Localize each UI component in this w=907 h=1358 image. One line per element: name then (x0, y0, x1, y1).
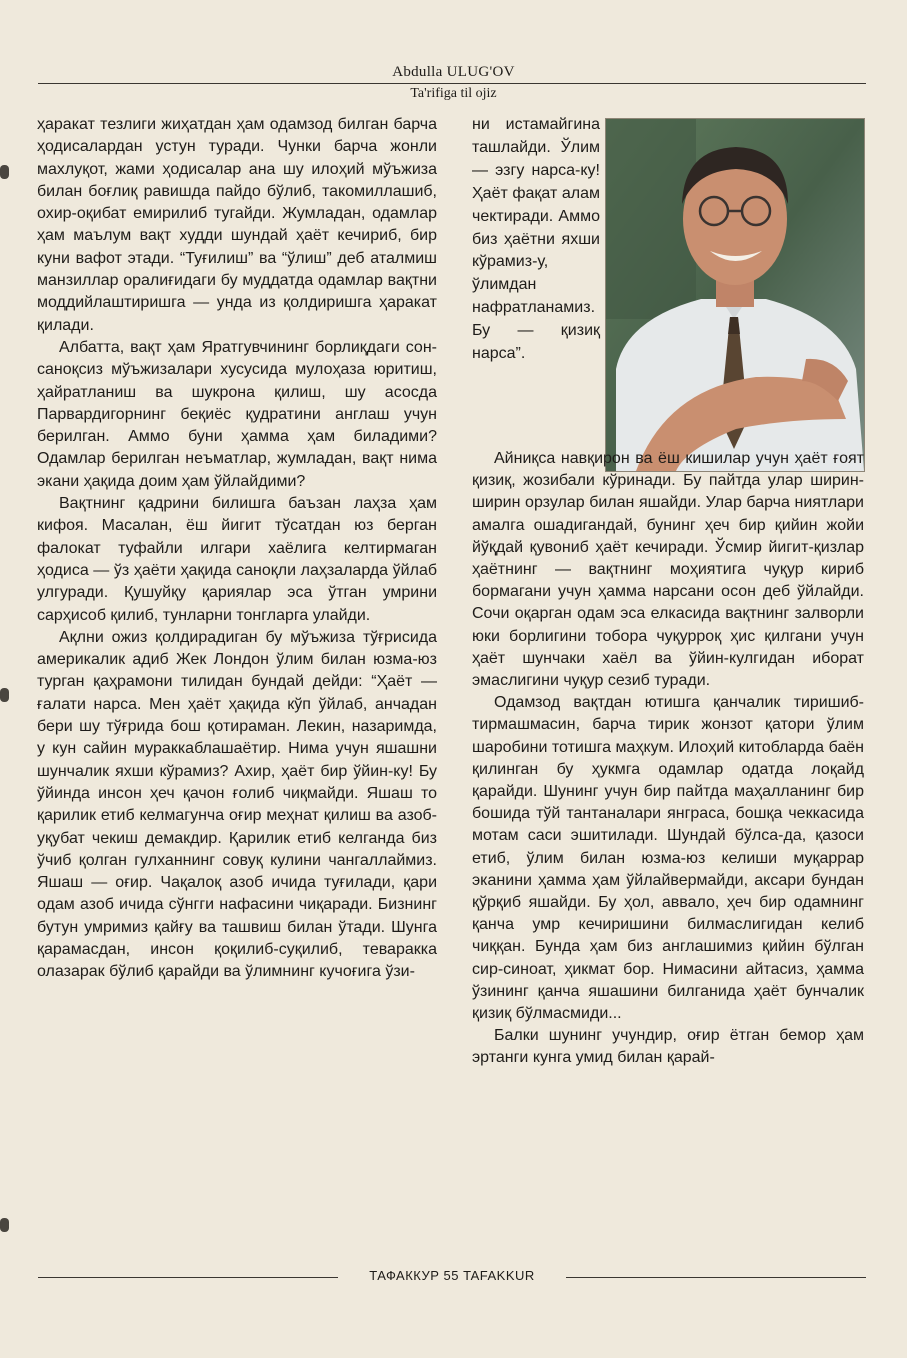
paragraph: Албатта, вақт ҳам Яратгувчининг борлиқдаги сон-саноқсиз мўъжизалари хусусида мулоҳаза юритиш, ҳайратланиш ва шукрона қилиш, шу асосда Парвардигорнинг беқиёс қудратини англаш учун берилган. Аммо буни ҳамма ҳам биладими? Одамлар берилган неъматлар, жумладан, вақт нима экани ҳақида доим ҳам ўйлайдими? (37, 338, 437, 490)
punch-hole-icon (0, 165, 9, 179)
portrait-drawing (606, 119, 864, 471)
punch-hole-icon (0, 688, 9, 702)
article-title: Ta'rifiga til ojiz (410, 86, 497, 101)
paragraph: Айниқса навқирон ва ёш кишилар учун ҳаёт ғоят қизиқ, жозибали кўринади. Бу пайтда улар ширин-ширин орзулар билан яшайди. Улар барча ниятлари амалга ошадигандай, бунинг ҳеч бир қийин жойи йўқдай қувониб ҳаёт кечиради. Ўсмир йигит-қизлар ҳаётнинг — вақтнинг моҳиятига чуқур кириб бормагани учун ҳамма нарсани осон деб ўйлайди. Сочи оқарган одам эса елкасида вақтнинг залворли юки борлигини тобора чуқурроқ ҳис қилгани учун ҳаёт шунчаки хаёл ва ўйин-кулгидан иборат эмаслигини чуқур сезиб туради. (472, 450, 864, 690)
paragraph: Ақлни ожиз қолдирадиган бу мўъжиза тўғрисида америкалик адиб Жек Лондон ўлим билан юзма-юз турган қаҳрамони тилидан бундай дейди: “Ҳаёт — ғалати нарса. Мен ҳаёт ҳақида кўп ўйлаб, анчадан бери шу тўғрида бош қотираман. Лекин, назаримда, у кун сайин мураккаблашаётир. Нима учун яшашни шунчалик яхши кўрамиз? Ахир, ҳаёт бир ўйин-ку! Бу ўйинда инсон ҳеч қачон ғолиб чиқмайди. Яшаш то қарилик етиб келмагунча оғир меҳнат қилиш ва азоб-уқубат чекиш демакдир. Қарилик етиб келганда биз ўчиб қолган гулханнинг совуқ кулини чангаллаймиз. Яшаш — оғир. Чақалоқ азоб ичида туғилади, қари одам азоб ичида сўнгги нафасини чиқаради. Бизнинг бутун умримиз қайғу ва ташвиш билан ўтади. Шунга қарамасдан, инсон қоқилиб-суқилиб, теваракка олазарак бўлиб қарайди ва ўлимнинг кучоғига ўзи- (37, 628, 437, 981)
punch-hole-icon (0, 1218, 9, 1232)
paragraph: Вақтнинг қадрини билишга баъзан лаҳза ҳам кифоя. Масалан, ёш йигит тўсатдан юз берган фалокат туфайли илгари хаёлига келтирмаган ҳодиса — ўз ҳаёти ҳақида саноқли лаҳзаларда ўйлаб улгуради. Қушуйқу қариялар эса ўтган умрини сарҳисоб қилиб, тунларни тонгларга улайди. (37, 495, 437, 624)
text-beside-photo: ни истамайгина ташлайди. Ўлим — эзгу нарса-ку! Ҳаёт фақат алам чектиради. Аммо биз ҳаётни яхши кўрамиз-у, ўлимдан нафратланамиз. Бу — қизиқ нарса”. (472, 116, 600, 363)
author-portrait-icon (605, 118, 865, 472)
left-column (37, 114, 437, 984)
paragraph: Балки шунинг учундир, оғир ётган бемор ҳам эртанги кунга умид билан қарай- (472, 1027, 864, 1067)
right-column (472, 448, 864, 1070)
header-rule (38, 83, 866, 84)
footer-rule-right (566, 1277, 866, 1278)
paragraph: ҳаракат тезлиги жиҳатдан ҳам одамзод билган барча ҳодисалардан устун туради. Чунки барча жонли махлуқот, жами ҳодисалар ана шу илоҳий мўъжиза билан боғлиқ равишда пайдо бўлиб, такомиллашиб, охир-оқибат емирилиб тугайди. Жумладан, одамлар ҳам маълум вақт худди шундай ҳаёт кечириб, бир куни вафот этади. “Туғилиш” ва “ўлиш” деб аталмиш манзиллар оралиғидаги бу муддатда одамлар вақтни моддийлаштиришга — унда из қолдиришга ҳаракат қилади. (37, 116, 437, 334)
paragraph: Одамзод вақтдан ютишга қанчалик тиришиб-тирмашмасин, барча тирик жонзот қатори ўлим шаробини тотишга маҳкум. Илоҳий китобларда баён қилинган бу ҳукмга одамлар одатда лоқайд қарайди. Шунинг учун бир пайтда маҳалланинг бир бошида тўй тантаналари янграса, бошқа чеккасида мотам саси эшитилади. Шундай бўлса-да, қазоси етиб, ўлим билан юзма-юз келиши муқаррар эканини ҳамма ҳам ўйлайвермайди, аксари бундан қўрқиб яшайди. Бу ҳол, аввало, ҳеч бир одамнинг қанча умр кечиришини билмаслигидан келиб чиққан. Бунда ҳам биз англашимиз қийин бўлган сир-синоат, ҳикмат бор. Нимасини айтасиз, ҳамма ўзининг қанча яшашини билганида ҳаёт бунчалик қизиқ бўлмасмиди... (472, 694, 864, 1023)
footer-rule-left (38, 1277, 338, 1278)
author-name: Abdulla ULUG'OV (392, 64, 515, 80)
page-footer: ТАФАККУР 55 TAFAKKUR (369, 1268, 535, 1283)
